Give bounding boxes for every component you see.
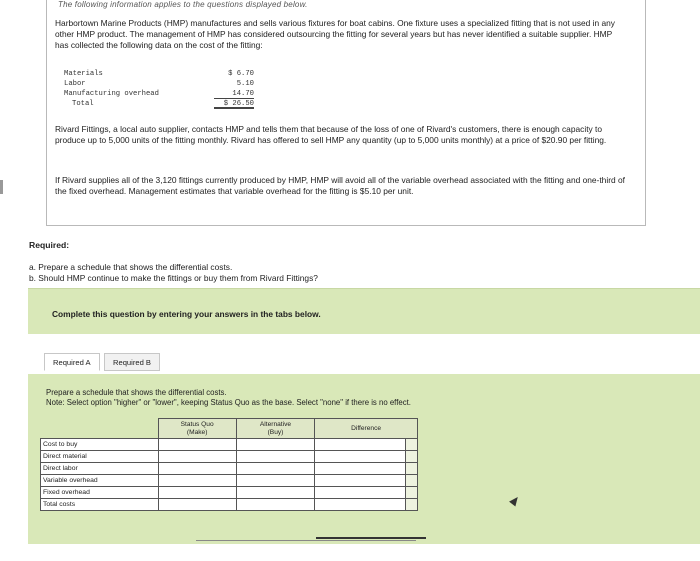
banner-text: Complete this question by entering your answers in the tabs below.: [52, 309, 321, 319]
panel-instructions: [46, 388, 411, 408]
divider-line: [196, 540, 416, 541]
cost-row-total: [64, 99, 254, 109]
status-quo-input[interactable]: [158, 487, 236, 499]
row-label: Fixed overhead: [41, 487, 159, 499]
alternative-input[interactable]: [236, 439, 314, 451]
tab-required-a[interactable]: Required A: [44, 353, 100, 371]
alternative-input[interactable]: [236, 487, 314, 499]
tab-required-b[interactable]: Required B: [104, 353, 160, 371]
table-row: [41, 439, 418, 451]
alternative-input[interactable]: [236, 463, 314, 475]
cost-label: Total: [72, 100, 94, 108]
table-row: [41, 463, 418, 475]
instruction-banner: [28, 288, 700, 334]
cost-table: [64, 69, 254, 109]
status-quo-input[interactable]: [158, 475, 236, 487]
cost-value: $ 6.70: [228, 70, 254, 78]
tab-bar: [28, 334, 700, 374]
row-label: Variable overhead: [41, 475, 159, 487]
difference-input[interactable]: [315, 475, 406, 487]
cost-value: 14.70: [214, 89, 254, 99]
header-difference: Difference: [315, 419, 418, 439]
row-label: Direct labor: [41, 463, 159, 475]
status-quo-input[interactable]: [158, 451, 236, 463]
instruction-line-2: Note: Select option "higher" or "lower", keeping Status Quo as the base. Select "none" if there is no effect.: [46, 398, 411, 407]
supply-paragraph: If Rivard supplies all of the 3,120 fittings currently produced by HMP, HMP will avoid all of the variable overhead associated with the fitting and one-third of the fixed overhead. Management estimates that variable overhead for the fitting is $5.10 per unit.: [55, 175, 625, 196]
rivard-paragraph: Rivard Fittings, a local auto supplier, contacts HMP and tells them that because of the loss of one of Rivard's customers, there is enough capacity to produce up to 5,000 units of the fitting monthly. Rivard has offered to sell HMP any quantity (up to 5,000 units monthly) at a price of $20.90 per fitting.: [55, 124, 607, 145]
table-row: [41, 487, 418, 499]
difference-input[interactable]: [315, 463, 406, 475]
intro-paragraph: Harbortown Marine Products (HMP) manufactures and sells various fixtures for boat cabins. One fixture uses a specialized fitting that is not used in any other HMP product. The management of HMP has considered outsourcing the fitting for several years but has never identified a suitable supplier. HMP has collected the following data on the cost of the fitting:: [55, 18, 615, 50]
cost-label: Materials: [64, 70, 103, 78]
cost-row-labor: [64, 79, 254, 89]
cost-label: Labor: [64, 80, 86, 88]
row-label: Cost to buy: [41, 439, 159, 451]
difference-input[interactable]: [315, 487, 406, 499]
alternative-input[interactable]: [236, 499, 314, 511]
empty-header: [41, 419, 159, 439]
cost-row-materials: [64, 69, 254, 79]
instruction-line-1: Prepare a schedule that shows the differential costs.: [46, 388, 227, 397]
header-status-quo: Status Quo (Make): [158, 419, 236, 439]
status-quo-input[interactable]: [158, 439, 236, 451]
header-alternative: Alternative (Buy): [236, 419, 314, 439]
table-row: [41, 451, 418, 463]
cost-label: Manufacturing overhead: [64, 90, 159, 98]
page-edge-mark: [0, 180, 3, 194]
difference-select[interactable]: [405, 439, 417, 451]
difference-select[interactable]: [405, 499, 417, 511]
total-underline: [316, 537, 426, 539]
status-quo-input[interactable]: [158, 463, 236, 475]
alternative-input[interactable]: [236, 475, 314, 487]
cost-row-overhead: [64, 89, 254, 99]
required-item-a: a. Prepare a schedule that shows the differential costs.: [29, 262, 233, 272]
table-row: [41, 499, 418, 511]
table-row: [41, 475, 418, 487]
row-label: Total costs: [41, 499, 159, 511]
difference-input[interactable]: [315, 499, 406, 511]
difference-select[interactable]: [405, 463, 417, 475]
cost-value: $ 26.50: [214, 99, 254, 109]
required-item-b: b. Should HMP continue to make the fittings or buy them from Rivard Fittings?: [29, 273, 318, 283]
cost-value: 5.10: [236, 80, 254, 88]
difference-select[interactable]: [405, 475, 417, 487]
required-heading: Required:: [29, 240, 70, 250]
schedule-header-row: [41, 419, 418, 439]
cut-off-header: The following information applies to the questions displayed below.: [58, 0, 308, 9]
differential-cost-schedule: [40, 418, 418, 511]
difference-input[interactable]: [315, 451, 406, 463]
difference-select[interactable]: [405, 451, 417, 463]
status-quo-input[interactable]: [158, 499, 236, 511]
alternative-input[interactable]: [236, 451, 314, 463]
difference-input[interactable]: [315, 439, 406, 451]
row-label: Direct material: [41, 451, 159, 463]
difference-select[interactable]: [405, 487, 417, 499]
required-list: [29, 262, 318, 284]
